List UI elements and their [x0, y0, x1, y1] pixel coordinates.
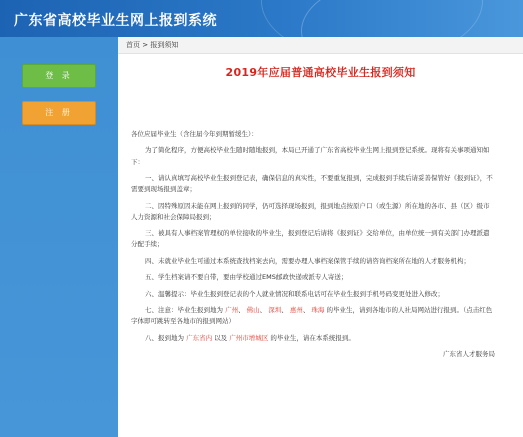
notice-intro: 为了简化程序，方便高校毕业生随时随地报到，本局已开通了广东省高校毕业生网上报到登记系统。现将有关事项通知如下：	[131, 146, 490, 166]
breadcrumb-home-link[interactable]: 首页	[126, 41, 140, 49]
breadcrumb-current: 报到须知	[150, 41, 179, 49]
notice-item-4: 四、未就业毕业生可通过本系统查找档案去向，需要办理人事档案保管手续的请咨询档案所在地的人才服务机构；	[145, 256, 470, 265]
notice-body	[131, 129, 495, 365]
login-button[interactable]: 登 录	[22, 64, 96, 88]
notice-item-3: 三、被具有人事档案管理权的单位接收的毕业生，报到登记后请将《报到证》交给单位，由单位统一到有关部门办理派遣分配手续；	[131, 229, 490, 249]
notice-signature: 广东省人才服务局	[443, 349, 495, 358]
city-link-foshan[interactable]: 佛山	[246, 305, 260, 314]
item-7-link-note: （点击红色字体即可跳转至各地市的报到网站）	[131, 305, 493, 326]
site-title: 广东省高校毕业生网上报到系统	[14, 13, 217, 29]
item-8-prefix: 八、报到地为	[145, 333, 184, 342]
item-8-suffix: 的毕业生，请在本系统报到。	[270, 333, 355, 342]
notice-item-6: 六、温馨提示：毕业生报到登记表的个人就业情况和联系电话可在毕业生报到手机号码变更处进入修改；	[145, 289, 444, 298]
notice-item-2: 二、因特殊原因未能在网上报到的同学，仍可选择现场报到，报到地点按原户口（或生源）所在地的各市、县（区）级市人力资源和社会保障局报到；	[131, 201, 490, 221]
region-link-zengcheng[interactable]: 广州市增城区	[229, 333, 269, 342]
city-link-guangzhou[interactable]: 广州	[225, 305, 239, 314]
site-header	[0, 0, 523, 37]
notice-item-1: 一、请认真填写高校毕业生报到登记表，确保信息的真实性，不要重复报到，完成报到手续后请妥善保管好《报到证》，不需要到现场报到盖章；	[131, 173, 493, 194]
notice-item-8	[131, 333, 495, 344]
register-button[interactable]: 注 册	[22, 101, 96, 125]
sidebar	[0, 37, 118, 437]
breadcrumb	[118, 37, 523, 54]
notice-item-5: 五、学生档案请不要自带，要由学校通过EMS邮政快递或派专人寄送；	[145, 273, 348, 282]
city-link-huizhou[interactable]: 惠州	[289, 305, 303, 314]
city-link-shenzhen[interactable]: 深圳	[268, 305, 282, 314]
item-8-middle: 以及	[214, 333, 228, 342]
header-decoration	[261, 0, 483, 37]
city-link-zhuhai[interactable]: 珠海	[311, 305, 325, 314]
item-7-suffix: 的毕业生，请到各地市的人社局网站进行报到。	[326, 305, 463, 314]
main-content	[118, 37, 523, 437]
region-link-guangdong[interactable]: 广东省内	[186, 333, 213, 342]
item-7-prefix: 七、注意：毕业生报到地为	[145, 305, 223, 314]
notice-greeting: 各位应届毕业生（含往届今年到期暂缓生）：	[131, 130, 258, 138]
notice-item-7: 七、注意：毕业生报到地为 广州、 佛山、 深圳、 惠州、 珠海 的毕业生，请到各地市的人社局网站进行报到。（点击红色字体即可跳转至各地市的报到网站）	[131, 305, 493, 326]
breadcrumb-separator: >	[142, 41, 149, 49]
notice-title: 2019年应届普通高校毕业生报到须知	[225, 66, 416, 79]
